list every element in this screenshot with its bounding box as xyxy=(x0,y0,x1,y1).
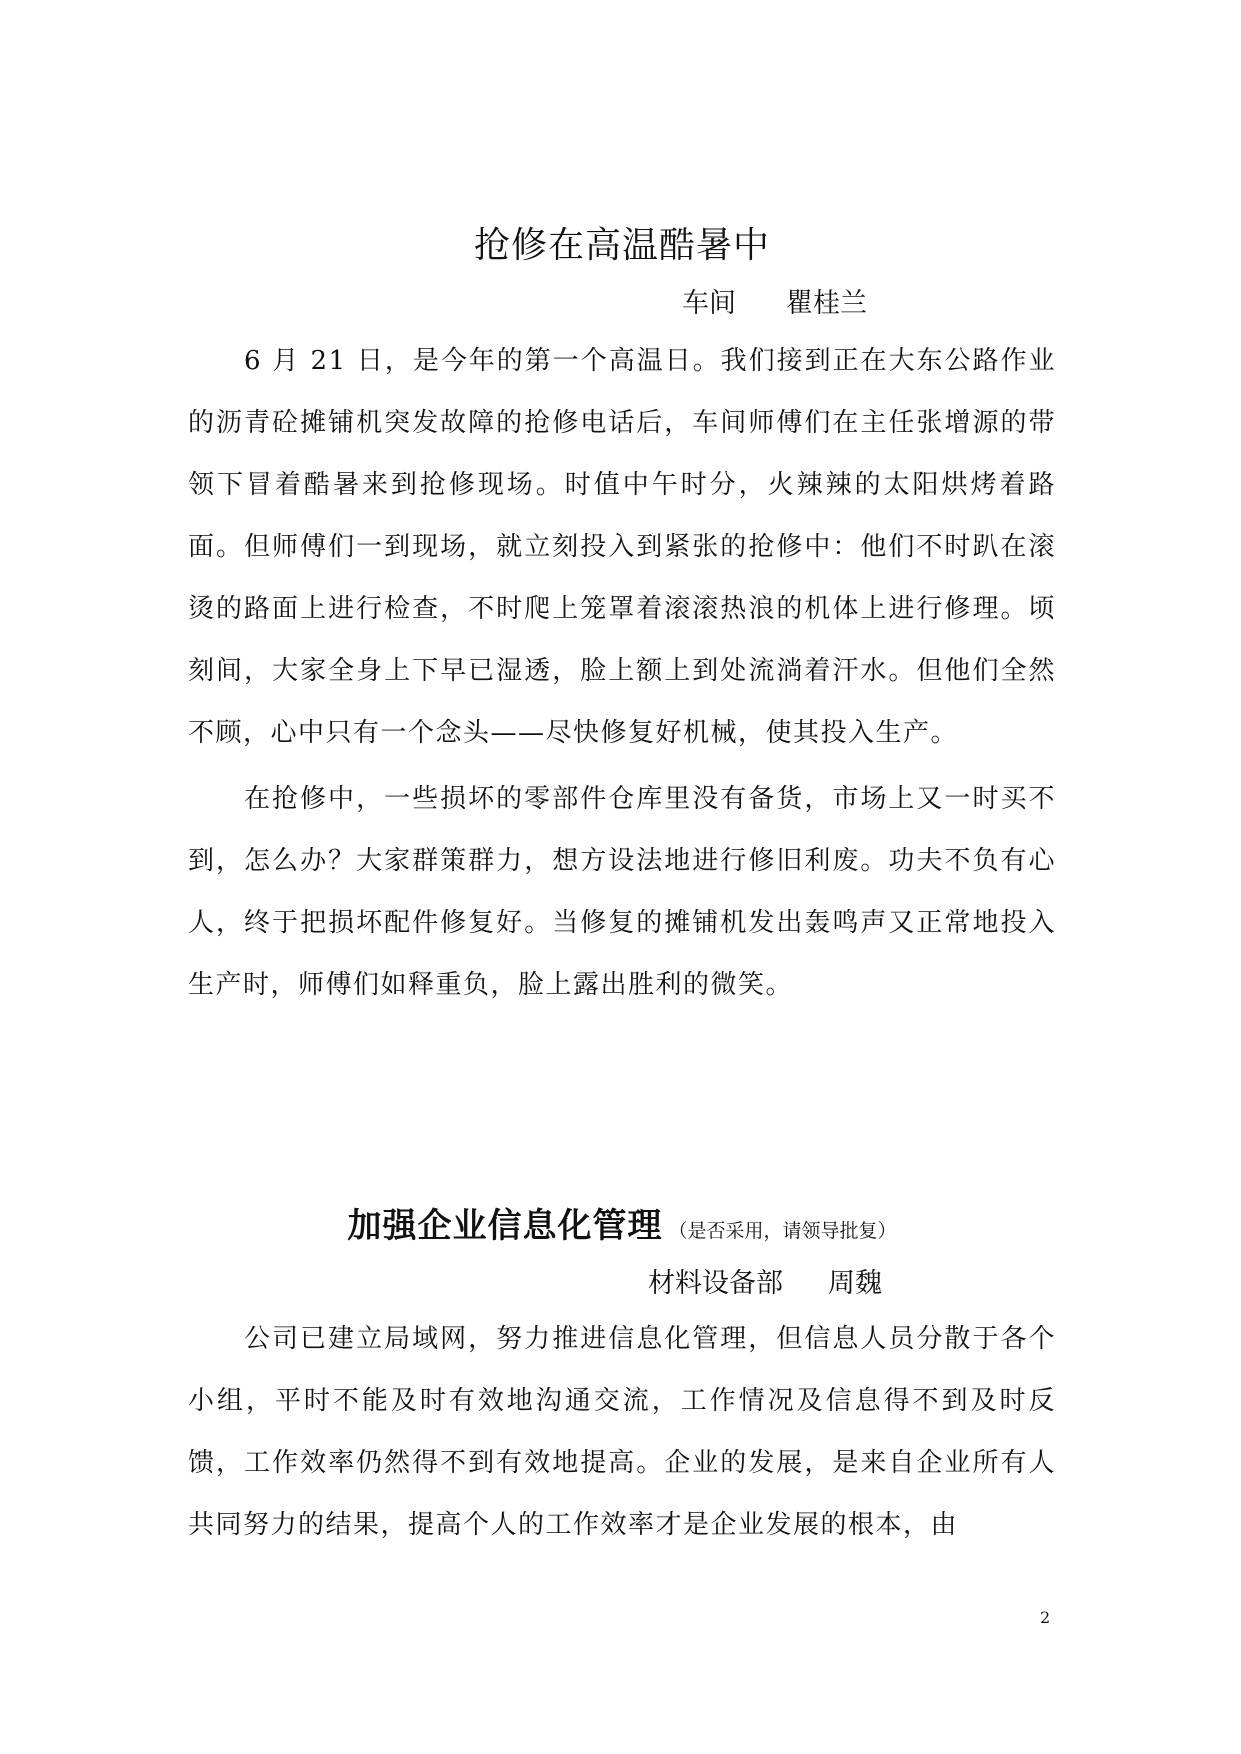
byline-author: 瞿桂兰 xyxy=(786,288,867,319)
article-paragraph: 在抢修中，一些损坏的零部件仓库里没有备货，市场上又一时买不到，怎么办？大家群策群力，想方设法地进行修旧利废。功夫不负有心人，终于把损坏配件修复好。当修复的摊铺机发出轰鸣声又正常地投入生产时，师傅们如释重负，脸上露出胜利的微笑。 xyxy=(188,784,1056,1000)
byline-department: 车间 xyxy=(682,288,736,319)
article-title xyxy=(188,1198,1056,1254)
article-title-note: （是否采用，请领导批复） xyxy=(668,1220,897,1242)
page-number: 2 xyxy=(1040,1608,1051,1627)
byline-author: 周魏 xyxy=(828,1268,882,1299)
article-informatization xyxy=(188,1198,1056,1556)
byline-department: 材料设备部 xyxy=(648,1268,783,1299)
article-paragraph: 公司已建立局域网，努力推进信息化管理，但信息人员分散于各个小组，平时不能及时有效地沟通交流，工作情况及信息得不到及时反馈，工作效率仍然得不到有效地提高。企业的发展，是来自企业所有人共同努力的结果，提高个人的工作效率才是企业发展的根本，由 xyxy=(188,1324,1056,1540)
article-emergency-repair xyxy=(188,218,1056,1016)
article-byline xyxy=(188,284,1056,324)
article-title-text: 加强企业信息化管理 xyxy=(347,1206,663,1246)
article-title: 抢修在高温酷暑中 xyxy=(473,225,770,266)
article-paragraph: 6 月 21 日，是今年的第一个高温日。我们接到正在大东公路作业的沥青砼摊铺机突发故障的抢修电话后，车间师傅们在主任张增源的带领下冒着酷暑来到抢修现场。时值中午时分，火辣辣的太阳烘烤着路面。但师傅们一到现场，就立刻投入到紧张的抢修中：他们不时趴在滚烫的路面上进行检查，不时爬上笼罩着滚滚热浪的机体上进行修理。顷刻间，大家全身上下早已湿透，脸上额上到处流淌着汗水。但他们全然不顾，心中只有一个念头——尽快修复好机械，使其投入生产。 xyxy=(188,346,1056,748)
article-byline xyxy=(188,1264,1056,1304)
